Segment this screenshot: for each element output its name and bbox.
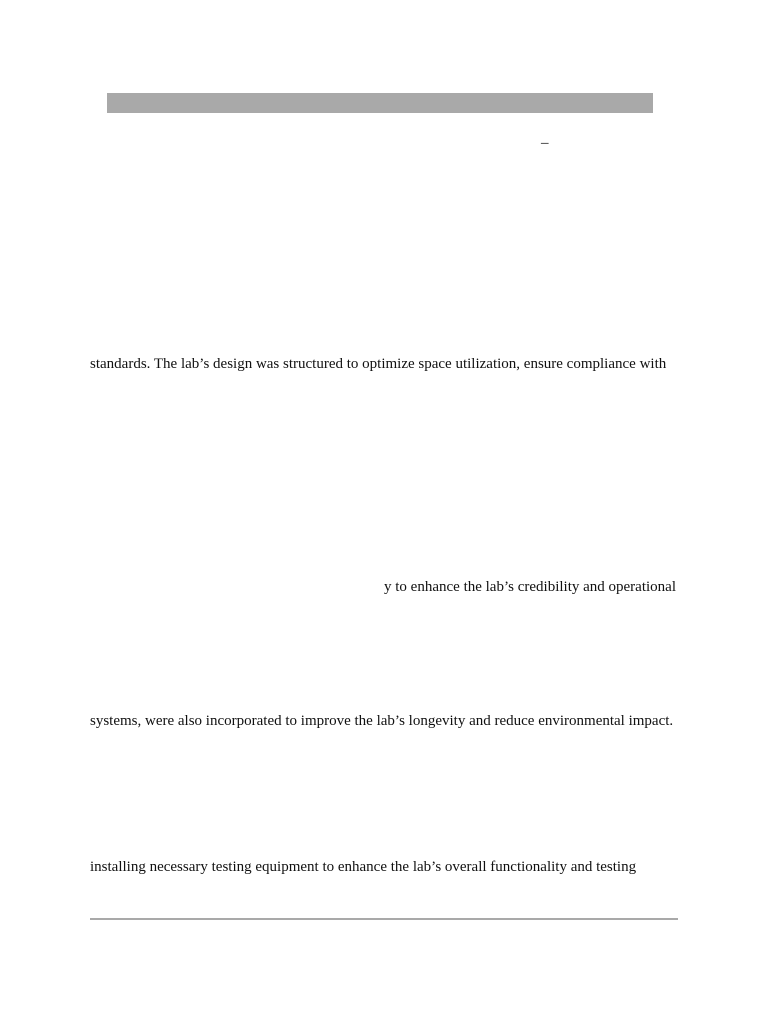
header-bar [107, 93, 653, 113]
dash-mark: – [541, 135, 549, 151]
text-line: systems, were also incorporated to improve the lab’s longevity and reduce environmental impact. [90, 713, 674, 729]
text-line: standards. The lab’s design was structured to optimize space utilization, ensure compliance with [90, 356, 667, 372]
text-line: installing necessary testing equipment to enhance the lab’s overall functionality and testing [90, 859, 637, 875]
text-line: y to enhance the lab’s credibility and operational [384, 579, 676, 595]
footer-divider [90, 918, 678, 920]
